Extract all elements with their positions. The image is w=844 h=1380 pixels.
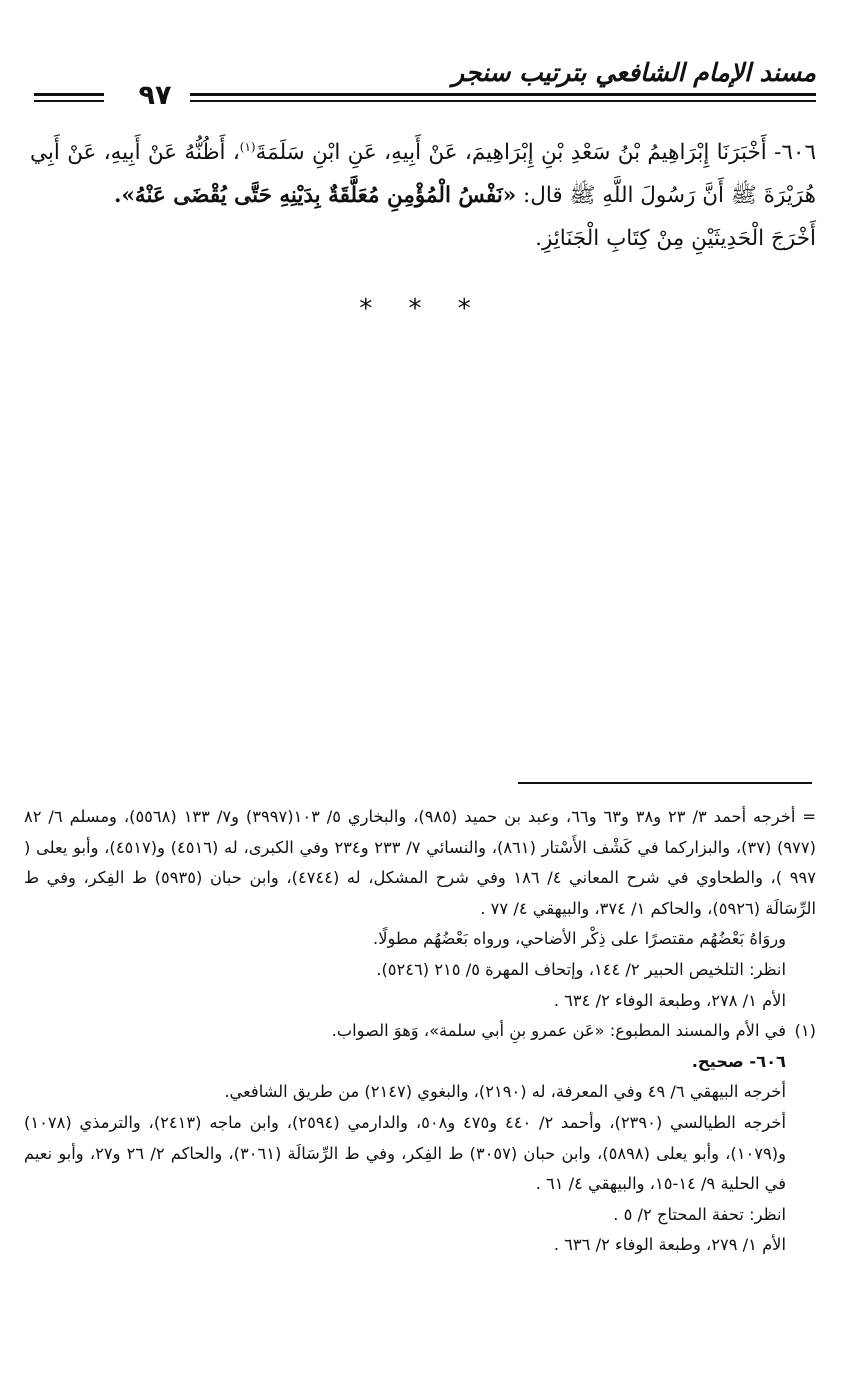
footnote-rule: [518, 782, 812, 784]
hadith-number: ٦٠٦-: [766, 140, 816, 166]
footnote-1-text: في الأم والمسند المطبوع: «عَن عمرو بنِ أبي سلمة»، وَهوَ الصواب.: [331, 1021, 786, 1041]
footnote-ref: (١): [239, 140, 256, 154]
footnote-line: انظر: التلخيص الحبير ٢/ ١٤٤، وإتحاف المهرة ٥/ ٢١٥ (٥٢٤٦).: [376, 959, 786, 979]
hadith-matn: «نَفْسُ الْمُؤْمِنِ مُعَلَّقَةٌ بِدَيْنِهِ حَتَّى يُقْضَى عَنْهُ».: [114, 183, 517, 209]
footnote-1: [24, 1016, 816, 1047]
section-separator: * * *: [359, 294, 485, 324]
running-title: مسند الإمام الشافعي بترتيب سنجر: [452, 58, 816, 87]
footnote-line: الأم ١/ ٢٧٨، وطبعة الوفاء ٢/ ٦٣٤ .: [553, 990, 786, 1010]
hadith-grade: ٦٠٦- صحيح.: [691, 1051, 786, 1071]
hadith-isnad-continued: ، أَظُنُّهُ عَنْ أَبِيهِ، عَنْ أَبِي هُرَيْرَةَ ﷺ أَنَّ رَسُولَ اللَّهِ ﷺ قال:: [30, 140, 816, 209]
header-rule-left: [34, 100, 104, 102]
footnote-1-marker: (١): [794, 1021, 816, 1041]
footnotes: [24, 802, 816, 1261]
footnote-line: وروَاهُ بَعْضُهُم مقتصرًا على ذِكْر الأضاحي، ورواه بَعْضُهُم مطولًا.: [373, 929, 786, 949]
hadith-text: [30, 126, 816, 217]
page-number: ٩٧: [138, 80, 172, 111]
takhrij-line: أخرجه الطيالسي (٢٣٩٠)، وأحمد ٢/ ٤٤٠ و٤٧٥ و٥٠٨، والدارمي (٢٥٩٤)، وابن ماجه (٢٤١٣)، والترمذي (١٠٧٨) و(١٠٧٩)، وأبو يعلى (٥٨٩٨)، وابن حبان (٣٠٥٧) ط الفِكر، وفي ط الرِّسَالَة (٣٠٦١)، والحاكم ٢/ ٢٦ و٢٧، وأبو نعيم في الحلية ٩/ ١٤-١٥، والبيهقي ٤/ ٦١ .: [24, 1112, 786, 1194]
header-rule: [190, 100, 816, 102]
hadith-block: [30, 126, 816, 260]
header-rule-left: [34, 93, 104, 96]
header-rule: [190, 93, 816, 96]
hadith-isnad: أَخْبَرَنَا إِبْرَاهِيمُ بْنُ سَعْدِ بْنِ إِبْرَاهِيمَ، عَنْ أَبِيهِ، عَنِ ابْنِ سَلَمَةَ: [255, 140, 767, 166]
takhrij-line: الأم ١/ ٢٧٩، وطبعة الوفاء ٢/ ٦٣٦ .: [553, 1235, 786, 1255]
takhrij-line: أخرجه البيهقي ٦/ ٤٩ وفي المعرفة، له (٢١٩٠)، والبغوي (٢١٤٧) من طريق الشافعي.: [224, 1082, 786, 1102]
footnote-continued-takhrij: = أخرجه أحمد ٣/ ٢٣ و٣٨ و٦٣ و٦٦، وعبد بن حميد (٩٨٥)، والبخاري ٥/ ١٠٣(٣٩٩٧) و٧/ ١٣٣ (٥٥٦٨)، ومسلم ٦/ ٨٢ (٩٧٧) (٣٧)، والبزاركما في كَشْف الأَسْتار (٨٦١)، والنسائي ٧/ ٢٣٣ و٢٣٤ وفي الكبرى، له (٤٥١٦) و(٤٥١٧)، وأبو يعلى ( ٩٩٧ )، والطحاوي في شرح المعاني ٤/ ١٨٦ وفي شرح المشكل، له (٤٧٤٤)، وابن حبان (٥٩٣٥) ط الفِكر، وفي ط الرِّسَالَة (٥٩٢٦)، والحاكم ١/ ٣٧٤، والبيهقي ٤/ ٧٧ .: [24, 807, 816, 918]
takhrij-line: انظر: تحفة المحتاج ٢/ ٥ .: [613, 1204, 786, 1224]
hadith-source-note: أَخْرَجَ الْحَدِيثَيْنِ مِنْ كِتَابِ الْجَنَائِزِ.: [535, 226, 816, 252]
